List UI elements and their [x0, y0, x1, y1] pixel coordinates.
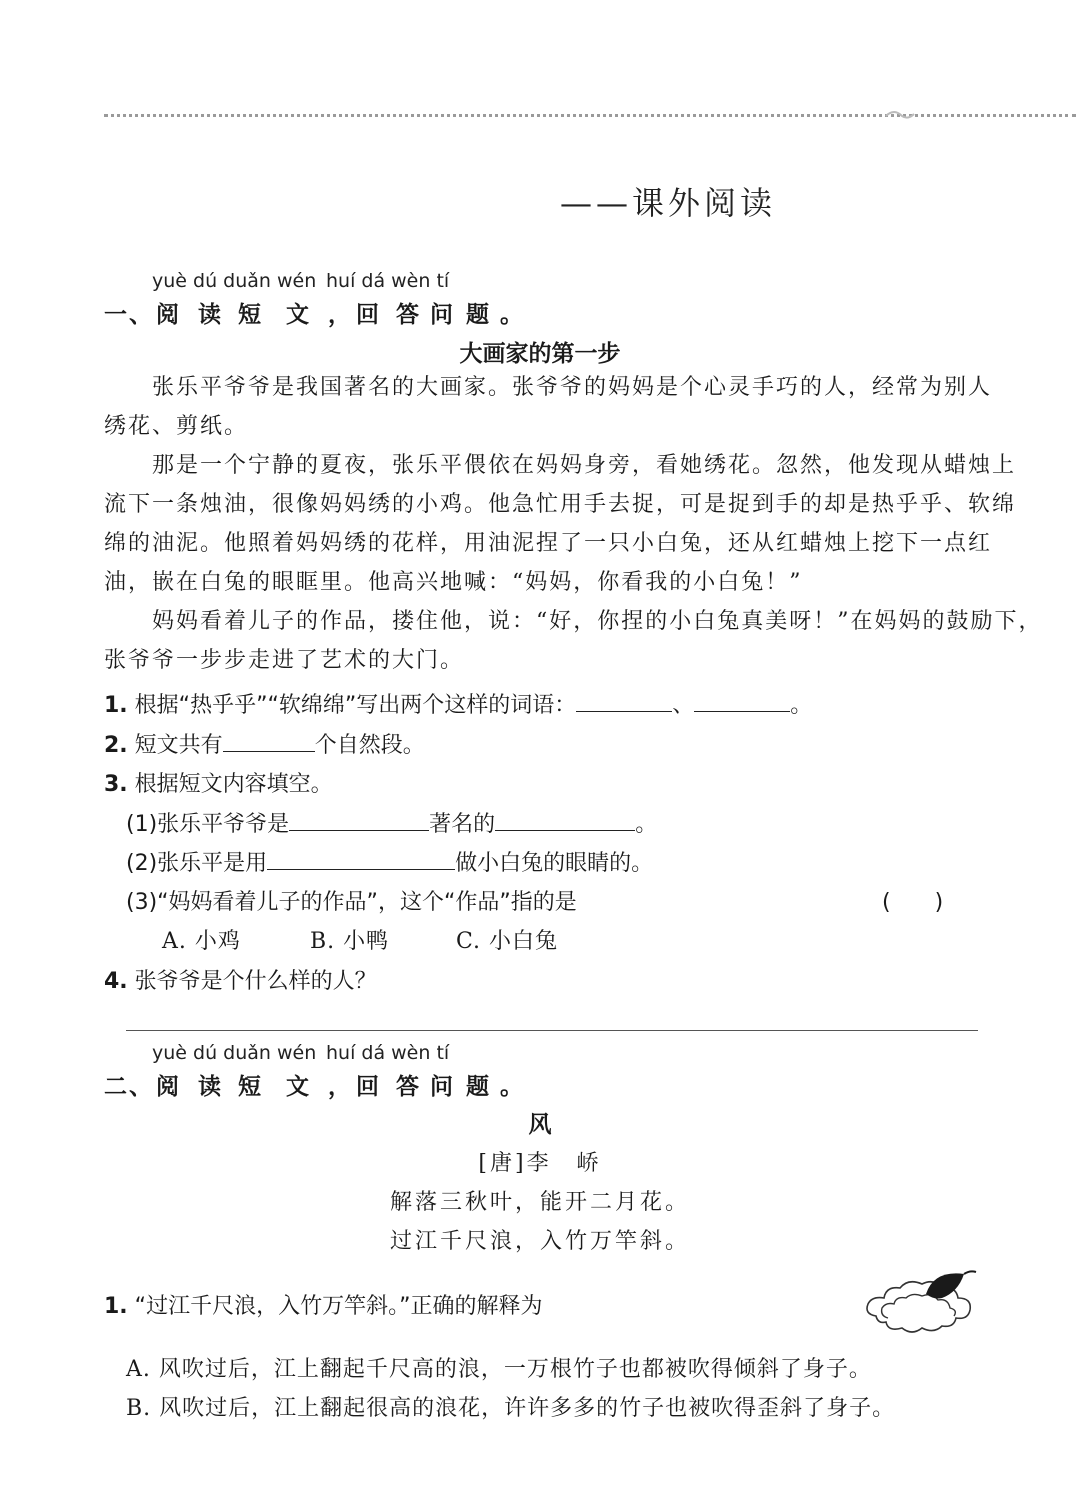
part1-heading: 一、阅 读 短 文 ， 回 答 问 题 。 [104, 302, 525, 328]
story-title: 大画家的第一步 [459, 341, 621, 367]
pinyin-read-passage-2: yuè dú duǎn wén [152, 1042, 317, 1064]
pinyin-answer-questions: huí dá wèn tí [326, 270, 450, 292]
part2-option-a[interactable]: A. 风吹过后，江上翻起千尺高的浪，一万根竹子也都被吹得倾斜了身子。 [126, 1357, 872, 1382]
part2-option-b[interactable]: B. 风吹过后，江上翻起很高的浪花，许许多多的竹子也被吹得歪斜了身子。 [126, 1396, 896, 1421]
story-line-2: 绣花、剪纸。 [104, 414, 249, 439]
question-3-sub-2: (2)张乐平是用 做小白兔的眼睛的。 [126, 846, 653, 877]
poem-author: [唐]李 峤 [478, 1151, 602, 1176]
cloud-leaf-icon [862, 1262, 980, 1342]
option-a[interactable]: A. 小鸡 [162, 929, 241, 954]
top-dotted-rule [104, 114, 1076, 117]
poem-line-1: 解落三秋叶，能开二月花。 [389, 1190, 690, 1215]
section-title: ——课外阅读 [560, 184, 777, 222]
answer-blank-3-1b[interactable] [495, 808, 635, 831]
question-3-sub-1: (1)张乐平爷爷是 著名的 。 [126, 807, 657, 838]
answer-blank-2[interactable] [223, 729, 315, 752]
corner-ornament-icon [880, 104, 920, 124]
story-line-1: 张乐平爷爷是我国著名的大画家。张爷爷的妈妈是个心灵手巧的人，经常为别人 [152, 375, 993, 400]
story-line-3: 那是一个宁静的夏夜，张乐平偎依在妈妈身旁，看她绣花。忽然，他发现从蜡烛上 [152, 453, 1017, 478]
story-line-4: 流下一条烛油，很像妈妈绣的小鸡。他急忙用手去捉，可是捉到手的却是热乎乎、软绵 [104, 492, 1017, 517]
poem-line-2: 过江千尺浪，入竹万竿斜。 [389, 1229, 690, 1254]
answer-paren-3-3[interactable]: ( ) [882, 890, 944, 915]
pinyin-read-passage: yuè dú duǎn wén [152, 270, 317, 292]
question-4: 4. 张爷爷是个什么样的人？ [104, 969, 377, 994]
part2-question-1: 1. “过江千尺浪，入竹万竿斜。”正确的解释为 [104, 1294, 543, 1319]
pinyin-answer-questions-2: huí dá wèn tí [326, 1042, 450, 1064]
story-line-8: 张爷爷一步步走进了艺术的大门。 [104, 648, 465, 673]
answer-line-4[interactable] [126, 1030, 978, 1031]
poem-title: 风 [528, 1112, 552, 1138]
question-3: 3. 根据短文内容填空。 [104, 772, 333, 797]
question-2: 2. 短文共有 个自然段。 [104, 728, 425, 759]
story-line-5: 绵的油泥。他照着妈妈绣的花样，用油泥捏了一只小白兔，还从红蜡烛上挖下一点红 [104, 531, 993, 556]
option-b[interactable]: B. 小鸭 [310, 929, 390, 954]
answer-blank-3-2[interactable] [267, 847, 455, 870]
story-line-6: 油，嵌在白兔的眼眶里。他高兴地喊：“妈妈，你看我的小白兔！” [104, 570, 803, 595]
answer-blank-1a[interactable] [576, 689, 672, 712]
answer-blank-1b[interactable] [694, 689, 790, 712]
answer-blank-3-1a[interactable] [289, 808, 429, 831]
part2-heading: 二、阅 读 短 文 ， 回 答 问 题 。 [104, 1074, 525, 1100]
question-3-sub-3: (3)“妈妈看着儿子的作品”，这个“作品”指的是 [126, 890, 577, 915]
story-line-7: 妈妈看着儿子的作品，搂住他，说：“好，你捏的小白兔真美呀！”在妈妈的鼓励下， [152, 609, 1043, 634]
option-c[interactable]: C. 小白兔 [456, 929, 559, 954]
question-1: 1. 根据“热乎乎”“软绵绵”写出两个这样的词语： 、 。 [104, 688, 812, 719]
